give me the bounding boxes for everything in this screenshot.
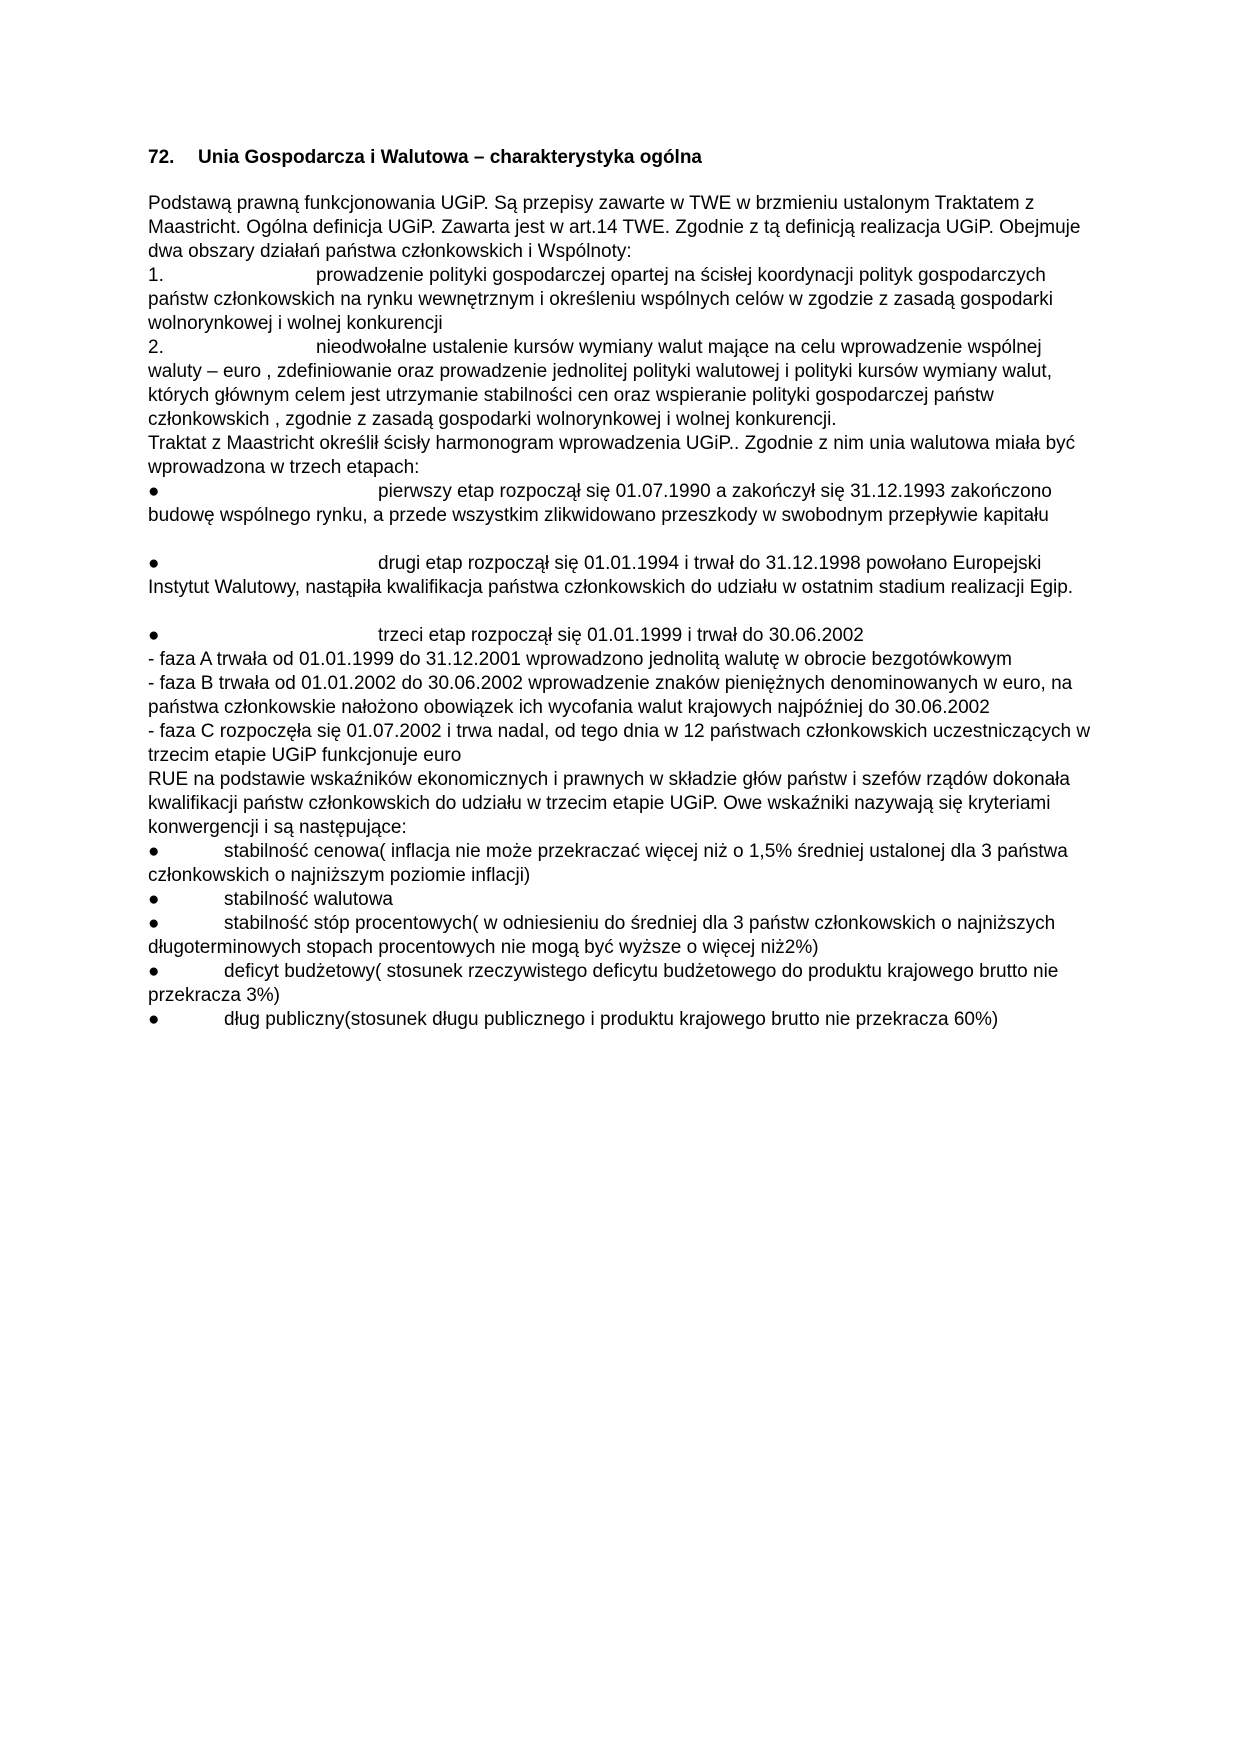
criterion-text: deficyt budżetowy( stosunek rzeczywistego deficytu budżetowego do produktu krajowego brutto nie przekracza 3%) <box>148 961 1059 1006</box>
bullet-icon: ● <box>148 1009 160 1030</box>
bullet-icon: ● <box>148 889 160 910</box>
bullet-icon: ● <box>148 841 160 862</box>
stage-text: pierwszy etap rozpoczął się 01.07.1990 a zakończył się 31.12.1993 zakończono budowę wspólnego rynku, a przede wszystkim zlikwidowano przeszkody w swobodnym przepływie kapitału <box>148 481 1052 526</box>
numbered-item-2 <box>148 336 1098 432</box>
document-page <box>148 146 1098 1032</box>
numbered-item-text: nieodwołalne ustalenie kursów wymiany walut mające na celu wprowadzenie wspólnej waluty – euro , zdefiniowanie oraz prowadzenie jednolitej polityki walutowej i polityki kursów wymiany walut, których głównym celem jest utrzymanie stabilności cen oraz wspieranie polityki gospodarczej państw członkowskich , zgodnie z zasadą gospodarki wolnorynkowej i wolnej konkurencji. <box>148 337 1052 430</box>
criterion-1 <box>148 840 1098 888</box>
criterion-text: dług publiczny(stosunek długu publicznego i produktu krajowego brutto nie przekracza 60%) <box>224 1009 999 1030</box>
phase-b: - faza B trwała od 01.01.2002 do 30.06.2002 wprowadzenie znaków pieniężnych denominowanych w euro, na państwa członkowskie nałożono obowiązek ich wycofania walut krajowych najpóźniej do 30.06.2002 <box>148 673 1073 718</box>
bullet-icon: ● <box>148 961 160 982</box>
stage-item-2 <box>148 552 1098 600</box>
stage-text: drugi etap rozpoczął się 01.01.1994 i trwał do 31.12.1998 powołano Europejski Instytut Walutowy, nastąpiła kwalifikacja państwa członkowskich do udziału w ostatnim stadium realizacji Egip. <box>148 553 1074 598</box>
stage-item-1 <box>148 480 1098 528</box>
phase-c: - faza C rozpoczęła się 01.07.2002 i trwa nadal, od tego dnia w 12 państwach członkowskich uczestniczących w trzecim etapie UGiP funkcjonuje euro <box>148 721 1091 766</box>
criterion-3 <box>148 912 1098 960</box>
numbered-item-text: prowadzenie polityki gospodarczej opartej na ścisłej koordynacji polityk gospodarczych państw członkowskich na rynku wewnętrznym i określeniu wspólnych celów w zgodzie z zasadą gospodarki wolnorynkowej i wolnej konkurencji <box>148 265 1054 334</box>
section-title: Unia Gospodarcza i Walutowa – charakterystyka ogólna <box>198 147 703 168</box>
numbered-item-1 <box>148 264 1098 336</box>
bullet-icon: ● <box>148 553 160 574</box>
stage-text: trzeci etap rozpoczął się 01.01.1999 i trwał do 30.06.2002 <box>378 625 864 646</box>
criterion-5 <box>148 1008 1098 1032</box>
criteria-intro-paragraph: RUE na podstawie wskaźników ekonomicznych i prawnych w składzie głów państw i szefów rządów dokonała kwalifikacji państw członkowskich do udziału w trzecim etapie UGiP. Owe wskaźniki nazywają się kryteriami konwergencji i są następujące: <box>148 769 1070 838</box>
section-heading <box>148 146 1098 170</box>
list-marker: 1. <box>148 265 164 286</box>
bullet-icon: ● <box>148 481 160 502</box>
stage-item-3 <box>148 624 1098 648</box>
list-marker: 2. <box>148 337 164 358</box>
intro-paragraph: Podstawą prawną funkcjonowania UGiP. Są przepisy zawarte w TWE w brzmieniu ustalonym Traktatem z Maastricht. Ogólna definicja UGiP. Zawarta jest w art.14 TWE. Zgodnie z tą definicją realizacja UGiP. Obejmuje dwa obszary działań państwa członkowskich i Wspólnoty: <box>148 193 1081 262</box>
schedule-intro-paragraph: Traktat z Maastricht określił ścisły harmonogram wprowadzenia UGiP.. Zgodnie z nim unia walutowa miała być wprowadzona w trzech etapach: <box>148 433 1076 478</box>
criterion-text: stabilność walutowa <box>224 889 393 910</box>
criterion-text: stabilność cenowa( inflacja nie może przekraczać więcej niż o 1,5% średniej ustalonej dla 3 państwa członkowskich o najniższym poziomie inflacji) <box>148 841 1068 886</box>
bullet-icon: ● <box>148 913 160 934</box>
criterion-2 <box>148 888 1098 912</box>
section-number: 72. <box>148 147 175 168</box>
criterion-4 <box>148 960 1098 1008</box>
phase-a: - faza A trwała od 01.01.1999 do 31.12.2001 wprowadzono jednolitą walutę w obrocie bezgotówkowym <box>148 649 1012 670</box>
criterion-text: stabilność stóp procentowych( w odniesieniu do średniej dla 3 państw członkowskich o najniższych długoterminowych stopach procentowych nie mogą być wyższe o więcej niż2%) <box>148 913 1056 958</box>
bullet-icon: ● <box>148 625 160 646</box>
